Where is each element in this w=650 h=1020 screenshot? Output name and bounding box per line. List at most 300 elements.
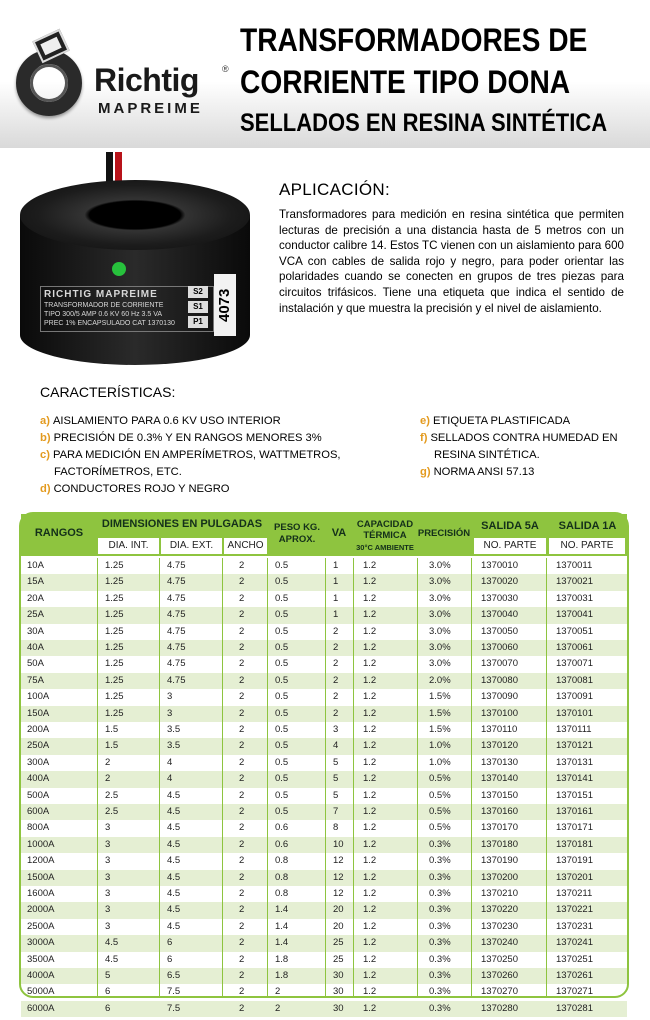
column-divider xyxy=(325,558,326,998)
cell-ancho: 2 xyxy=(239,691,245,703)
characteristic-text: NORMA ANSI 57.13 xyxy=(433,466,535,478)
cell-parte-5a: 1370190 xyxy=(481,855,518,867)
cell-dia-int: 3 xyxy=(105,855,111,867)
cell-parte-1a: 1370191 xyxy=(556,855,593,867)
cell-dia-ext: 4.5 xyxy=(167,904,181,916)
column-divider xyxy=(267,558,268,998)
cell-dia-int: 4.5 xyxy=(105,937,119,949)
cell-rango: 5000A xyxy=(27,986,55,998)
cell-capacidad: 1.2 xyxy=(363,855,377,867)
cell-parte-5a: 1370210 xyxy=(481,888,518,899)
cell-ancho: 2 xyxy=(239,756,245,768)
cell-rango: 400A xyxy=(27,773,50,785)
cell-ancho: 2 xyxy=(239,888,245,899)
cell-parte-1a: 1370281 xyxy=(556,1002,593,1014)
characteristic-text: RESINA SINTÉTICA. xyxy=(434,449,540,461)
column-divider xyxy=(159,558,160,998)
cell-parte-5a: 1370050 xyxy=(481,625,518,637)
cell-parte-5a: 1370160 xyxy=(481,806,518,817)
cell-precision: 3.0% xyxy=(429,658,451,670)
header-peso: PESO KG. APROX. xyxy=(274,522,320,545)
cell-ancho: 2 xyxy=(239,1002,245,1014)
cell-ancho: 2 xyxy=(239,920,245,932)
cell-precision: 1.5% xyxy=(429,724,451,735)
column-divider xyxy=(417,558,418,998)
characteristic-letter: g) xyxy=(420,466,431,478)
cell-va: 1 xyxy=(333,609,339,621)
cell-precision: 0.3% xyxy=(429,986,451,998)
cell-va: 25 xyxy=(333,953,344,965)
characteristic-item xyxy=(40,447,360,464)
cell-dia-ext: 3.5 xyxy=(167,740,181,752)
cell-dia-ext: 3 xyxy=(167,707,173,719)
cell-capacidad: 1.2 xyxy=(363,822,377,834)
cell-precision: 3.0% xyxy=(429,592,451,604)
cell-rango: 2500A xyxy=(27,920,55,932)
characteristic-item xyxy=(420,413,640,430)
characteristic-text: ETIQUETA PLASTIFICADA xyxy=(432,415,571,427)
cell-peso: 0.6 xyxy=(275,822,289,834)
cell-capacidad: 1.2 xyxy=(363,806,377,817)
cell-parte-1a: 1370031 xyxy=(556,592,593,604)
cell-dia-int: 3 xyxy=(105,920,111,932)
cell-va: 20 xyxy=(333,920,344,932)
characteristics-title: CARACTERÍSTICAS: xyxy=(40,384,176,400)
cell-precision: 3.0% xyxy=(429,642,451,653)
cell-precision: 0.3% xyxy=(429,888,451,899)
cell-precision: 3.0% xyxy=(429,609,451,621)
cell-ancho: 2 xyxy=(239,560,245,571)
table-row xyxy=(21,673,627,689)
cell-va: 1 xyxy=(333,592,339,604)
table-row xyxy=(21,738,627,754)
cell-capacidad: 1.2 xyxy=(363,576,377,588)
cell-capacidad: 1.2 xyxy=(363,658,377,670)
cell-parte-5a: 1370020 xyxy=(481,576,518,588)
cell-peso: 0.5 xyxy=(275,707,289,719)
cell-parte-5a: 1370090 xyxy=(481,691,518,703)
table-row xyxy=(21,870,627,886)
cell-rango: 30A xyxy=(27,625,44,637)
cell-va: 2 xyxy=(333,642,339,653)
cell-peso: 0.8 xyxy=(275,855,289,867)
cell-peso: 0.5 xyxy=(275,806,289,817)
cell-rango: 800A xyxy=(27,822,50,834)
cell-rango: 10A xyxy=(27,560,44,571)
cell-dia-int: 6 xyxy=(105,986,111,998)
cell-ancho: 2 xyxy=(239,855,245,867)
characteristic-item xyxy=(40,430,360,447)
cell-capacidad: 1.2 xyxy=(363,756,377,768)
cell-ancho: 2 xyxy=(239,724,245,735)
cell-peso: 0.5 xyxy=(275,609,289,621)
cell-parte-1a: 1370241 xyxy=(556,937,593,949)
cell-rango: 500A xyxy=(27,789,50,801)
cell-parte-1a: 1370051 xyxy=(556,625,593,637)
cell-peso: 1.8 xyxy=(275,953,289,965)
characteristic-letter: c) xyxy=(40,449,50,461)
cell-rango: 300A xyxy=(27,756,50,768)
cell-va: 20 xyxy=(333,904,344,916)
cell-precision: 3.0% xyxy=(429,576,451,588)
cell-precision: 0.5% xyxy=(429,789,451,801)
cell-capacidad: 1.2 xyxy=(363,888,377,899)
label-line1: TRANSFORMADOR DE CORRIENTE xyxy=(44,302,164,309)
cell-parte-5a: 1370010 xyxy=(481,560,518,571)
header-capacidad: CAPACIDAD TÉRMICA xyxy=(356,519,414,541)
application-title: APLICACIÓN: xyxy=(279,180,390,199)
table-row xyxy=(21,755,627,771)
cell-va: 7 xyxy=(333,806,339,817)
cell-peso: 0.5 xyxy=(275,674,289,686)
cell-precision: 1.5% xyxy=(429,691,451,703)
cell-dia-ext: 4.75 xyxy=(167,576,186,588)
cell-parte-5a: 1370280 xyxy=(481,1002,518,1014)
cell-dia-ext: 4.75 xyxy=(167,609,186,621)
cell-parte-1a: 1370201 xyxy=(556,871,593,883)
cell-rango: 3500A xyxy=(27,953,55,965)
table-row xyxy=(21,919,627,935)
brand-name: Richtig xyxy=(94,62,199,98)
header-salida-1a: SALIDA 1A xyxy=(558,520,617,532)
cell-parte-1a: 1370271 xyxy=(556,986,593,998)
cell-parte-1a: 1370151 xyxy=(556,789,593,801)
table-row xyxy=(21,984,627,1000)
column-divider xyxy=(353,558,354,998)
cell-dia-ext: 4.75 xyxy=(167,642,186,653)
cell-capacidad: 1.2 xyxy=(363,691,377,703)
cell-rango: 1000A xyxy=(27,838,55,850)
cell-precision: 0.3% xyxy=(429,937,451,949)
cell-parte-5a: 1370110 xyxy=(481,724,518,735)
cell-va: 12 xyxy=(333,871,344,883)
cell-peso: 0.5 xyxy=(275,773,289,785)
cell-dia-int: 2 xyxy=(105,773,111,785)
table-row xyxy=(21,1001,627,1017)
cell-dia-int: 1.25 xyxy=(105,576,124,588)
cell-peso: 1.4 xyxy=(275,937,289,949)
cell-dia-ext: 4.5 xyxy=(167,888,181,899)
characteristic-item xyxy=(40,413,360,430)
characteristic-item xyxy=(420,447,640,464)
cell-dia-int: 2.5 xyxy=(105,789,119,801)
cell-rango: 200A xyxy=(27,724,50,735)
cell-dia-ext: 4.75 xyxy=(167,592,186,604)
cell-capacidad: 1.2 xyxy=(363,871,377,883)
cell-dia-ext: 7.5 xyxy=(167,1002,181,1014)
brand-logo xyxy=(8,22,233,127)
table-row xyxy=(21,706,627,722)
table-row xyxy=(21,804,627,820)
cell-dia-int: 5 xyxy=(105,970,111,981)
cell-parte-1a: 1370251 xyxy=(556,953,593,965)
table-row xyxy=(21,558,627,574)
cell-dia-ext: 4.75 xyxy=(167,658,186,670)
cell-precision: 0.3% xyxy=(429,904,451,916)
cell-parte-5a: 1370220 xyxy=(481,904,518,916)
cell-dia-int: 1.25 xyxy=(105,691,124,703)
cell-dia-int: 2.5 xyxy=(105,806,119,817)
cell-dia-int: 1.5 xyxy=(105,724,119,735)
cell-parte-5a: 1370240 xyxy=(481,937,518,949)
cell-parte-5a: 1370130 xyxy=(481,756,518,768)
table-row xyxy=(21,624,627,640)
table-row xyxy=(21,574,627,590)
cell-rango: 600A xyxy=(27,806,50,817)
characteristic-text: FACTORÍMETROS, ETC. xyxy=(54,466,182,478)
cell-va: 10 xyxy=(333,838,344,850)
cell-va: 2 xyxy=(333,691,339,703)
cell-peso: 0.5 xyxy=(275,756,289,768)
label-line3: PREC 1% ENCAPSULADO CAT 1370130 xyxy=(44,320,175,327)
cell-dia-int: 1.5 xyxy=(105,740,119,752)
cell-ancho: 2 xyxy=(239,953,245,965)
cell-ancho: 2 xyxy=(239,642,245,653)
specs-table xyxy=(19,512,629,1014)
cell-dia-int: 1.25 xyxy=(105,560,124,571)
cell-capacidad: 1.2 xyxy=(363,986,377,998)
characteristic-text: CONDUCTORES ROJO Y NEGRO xyxy=(53,483,230,495)
cell-capacidad: 1.2 xyxy=(363,560,377,571)
header-ancho: ANCHO xyxy=(224,538,267,554)
cell-dia-ext: 3.5 xyxy=(167,724,181,735)
cell-parte-5a: 1370200 xyxy=(481,871,518,883)
cell-capacidad: 1.2 xyxy=(363,773,377,785)
cell-parte-1a: 1370161 xyxy=(556,806,593,817)
cell-capacidad: 1.2 xyxy=(363,740,377,752)
header-salida-5a: SALIDA 5A xyxy=(481,520,539,532)
cell-va: 5 xyxy=(333,773,339,785)
cell-capacidad: 1.2 xyxy=(363,625,377,637)
cell-capacidad: 1.2 xyxy=(363,592,377,604)
cell-ancho: 2 xyxy=(239,970,245,981)
page-title-line1: TRANSFORMADORES DE xyxy=(240,22,588,58)
column-divider xyxy=(546,558,547,998)
cell-peso: 1.4 xyxy=(275,920,289,932)
cell-rango: 25A xyxy=(27,609,44,621)
cell-dia-int: 1.25 xyxy=(105,592,124,604)
cell-va: 3 xyxy=(333,724,339,735)
cell-precision: 0.5% xyxy=(429,822,451,834)
cell-rango: 50A xyxy=(27,658,44,670)
cell-dia-ext: 4.5 xyxy=(167,920,181,932)
table-row xyxy=(21,591,627,607)
header-no-parte-5a: NO. PARTE xyxy=(474,538,546,554)
cell-peso: 2 xyxy=(275,986,281,998)
cell-dia-ext: 4.5 xyxy=(167,806,181,817)
cell-dia-ext: 4.5 xyxy=(167,838,181,850)
cell-va: 5 xyxy=(333,789,339,801)
table-row xyxy=(21,968,627,984)
product-number-sticker: 4073 xyxy=(214,274,236,336)
cell-peso: 0.5 xyxy=(275,576,289,588)
cell-peso: 2 xyxy=(275,1002,281,1014)
cell-parte-1a: 1370021 xyxy=(556,576,593,588)
cell-parte-1a: 1370231 xyxy=(556,920,593,932)
table-row xyxy=(21,820,627,836)
characteristic-letter: f) xyxy=(420,432,428,444)
characteristic-text: SELLADOS CONTRA HUMEDAD EN xyxy=(430,432,618,444)
characteristic-letter: b) xyxy=(40,432,51,444)
cell-ancho: 2 xyxy=(239,609,245,621)
label-line2: TIPO 300/5 AMP 0.6 KV 60 Hz 3.5 VA xyxy=(44,311,163,318)
table-row xyxy=(21,722,627,738)
cell-dia-int: 1.25 xyxy=(105,674,124,686)
brand-subtitle: MAPREIME xyxy=(98,100,203,117)
header-dia-int: DIA. INT. xyxy=(98,538,159,554)
cell-capacidad: 1.2 xyxy=(363,724,377,735)
table-row xyxy=(21,771,627,787)
cell-capacidad: 1.2 xyxy=(363,904,377,916)
cell-va: 8 xyxy=(333,822,339,834)
cell-peso: 0.5 xyxy=(275,658,289,670)
cell-ancho: 2 xyxy=(239,904,245,916)
cell-peso: 0.5 xyxy=(275,789,289,801)
cell-precision: 1.0% xyxy=(429,756,451,768)
cell-dia-ext: 4.5 xyxy=(167,789,181,801)
cell-peso: 0.8 xyxy=(275,888,289,899)
cell-rango: 20A xyxy=(27,592,44,604)
cell-parte-1a: 1370211 xyxy=(556,888,593,899)
cell-va: 2 xyxy=(333,658,339,670)
cell-dia-int: 4.5 xyxy=(105,953,119,965)
cell-precision: 0.3% xyxy=(429,1002,451,1014)
cell-dia-int: 1.25 xyxy=(105,642,124,653)
cell-va: 1 xyxy=(333,560,339,571)
header-capacidad-sub: 30°C AMBIENTE xyxy=(356,543,414,552)
cell-parte-1a: 1370121 xyxy=(556,740,593,752)
cell-ancho: 2 xyxy=(239,986,245,998)
cell-parte-1a: 1370131 xyxy=(556,756,593,768)
cell-capacidad: 1.2 xyxy=(363,707,377,719)
transformer-body xyxy=(20,180,252,380)
cell-rango: 150A xyxy=(27,707,50,719)
characteristic-item xyxy=(420,430,640,447)
cell-parte-1a: 1370011 xyxy=(556,560,593,571)
cell-va: 5 xyxy=(333,756,339,768)
header-rangos: RANGOS xyxy=(34,527,84,539)
cell-parte-1a: 1370061 xyxy=(556,642,593,653)
cell-parte-1a: 1370181 xyxy=(556,838,593,850)
cell-precision: 3.0% xyxy=(429,625,451,637)
header xyxy=(0,0,650,148)
cell-rango: 250A xyxy=(27,740,50,752)
characteristic-letter: a) xyxy=(40,415,50,427)
cell-dia-ext: 4.75 xyxy=(167,674,186,686)
cell-dia-ext: 6 xyxy=(167,937,173,949)
table-row xyxy=(21,689,627,705)
cell-dia-int: 1.25 xyxy=(105,707,124,719)
cell-va: 12 xyxy=(333,855,344,867)
cell-rango: 2000A xyxy=(27,904,55,916)
cell-parte-1a: 1370041 xyxy=(556,609,593,621)
cell-peso: 0.5 xyxy=(275,625,289,637)
cell-ancho: 2 xyxy=(239,674,245,686)
cell-precision: 0.3% xyxy=(429,838,451,850)
cell-rango: 3000A xyxy=(27,937,55,949)
cell-parte-1a: 1370081 xyxy=(556,674,593,686)
cell-capacidad: 1.2 xyxy=(363,642,377,653)
cell-rango: 4000A xyxy=(27,970,55,981)
cell-dia-ext: 4.5 xyxy=(167,855,181,867)
cell-rango: 40A xyxy=(27,642,44,653)
cell-rango: 1600A xyxy=(27,888,55,899)
cell-parte-5a: 1370140 xyxy=(481,773,518,785)
cell-dia-ext: 4.75 xyxy=(167,625,186,637)
cell-dia-int: 3 xyxy=(105,888,111,899)
header-no-parte-1a: NO. PARTE xyxy=(549,538,625,554)
cell-dia-int: 1.25 xyxy=(105,658,124,670)
cell-peso: 0.5 xyxy=(275,592,289,604)
cell-peso: 0.5 xyxy=(275,560,289,571)
cell-dia-ext: 4.75 xyxy=(167,560,186,571)
cell-capacidad: 1.2 xyxy=(363,674,377,686)
cell-rango: 100A xyxy=(27,691,50,703)
cell-va: 12 xyxy=(333,888,344,899)
header-dimensiones: DIMENSIONES EN PULGADAS xyxy=(101,518,263,530)
cell-dia-ext: 4 xyxy=(167,756,173,768)
table-header xyxy=(21,514,627,556)
cell-capacidad: 1.2 xyxy=(363,920,377,932)
cell-parte-1a: 1370221 xyxy=(556,904,593,916)
cell-peso: 0.6 xyxy=(275,838,289,850)
cell-parte-5a: 1370060 xyxy=(481,642,518,653)
characteristic-item xyxy=(40,464,360,481)
table-row xyxy=(21,886,627,902)
cell-dia-int: 3 xyxy=(105,904,111,916)
cell-ancho: 2 xyxy=(239,576,245,588)
cell-peso: 1.4 xyxy=(275,904,289,916)
cell-precision: 0.3% xyxy=(429,920,451,932)
tag-p1: P1 xyxy=(188,316,208,328)
cell-ancho: 2 xyxy=(239,822,245,834)
header-dia-ext: DIA. EXT. xyxy=(161,538,222,554)
characteristics-list-right xyxy=(420,413,640,481)
cell-dia-int: 6 xyxy=(105,1002,111,1014)
characteristic-text: PARA MEDICIÓN EN AMPERÍMETROS, WATTMETROS, xyxy=(52,449,341,461)
registered-mark: ® xyxy=(222,64,229,74)
cell-capacidad: 1.2 xyxy=(363,1002,377,1014)
cell-va: 1 xyxy=(333,576,339,588)
cell-parte-5a: 1370260 xyxy=(481,970,518,981)
cell-precision: 1.0% xyxy=(429,740,451,752)
tag-s2: S2 xyxy=(188,286,208,298)
column-divider xyxy=(97,558,98,998)
cell-parte-5a: 1370270 xyxy=(481,986,518,998)
cell-dia-int: 1.25 xyxy=(105,609,124,621)
cell-ancho: 2 xyxy=(239,592,245,604)
cell-ancho: 2 xyxy=(239,740,245,752)
table-row xyxy=(21,788,627,804)
application-text: Transformadores para medición en resina sintética que permiten lecturas de precisión a una distancia hasta de 5 metros con un conductor calibre 14. Estos TC vienen con un aislamiento para 600 VCA con cables de salida rojo y negro, para poder orientar las polaridades cuando se conecten en grupos de tres piezas para circuitos trifásicos. Tiene una etiqueta que indica el sentido de instalación y que muestra la precisión y el nivel de aislamiento. xyxy=(279,208,624,315)
cell-parte-1a: 1370101 xyxy=(556,707,593,719)
cell-dia-int: 2 xyxy=(105,756,111,768)
cell-parte-1a: 1370071 xyxy=(556,658,593,670)
green-indicator xyxy=(112,262,126,276)
cell-capacidad: 1.2 xyxy=(363,953,377,965)
cell-rango: 15A xyxy=(27,576,44,588)
characteristic-letter: e) xyxy=(420,415,430,427)
cell-parte-1a: 1370141 xyxy=(556,773,593,785)
cell-precision: 0.3% xyxy=(429,970,451,981)
cell-capacidad: 1.2 xyxy=(363,838,377,850)
table-row xyxy=(21,853,627,869)
cell-parte-5a: 1370030 xyxy=(481,592,518,604)
column-divider xyxy=(222,558,223,998)
terminal-tags xyxy=(188,286,208,331)
cell-parte-1a: 1370261 xyxy=(556,970,593,981)
characteristic-text: PRECISIÓN DE 0.3% Y EN RANGOS MENORES 3% xyxy=(53,432,322,444)
